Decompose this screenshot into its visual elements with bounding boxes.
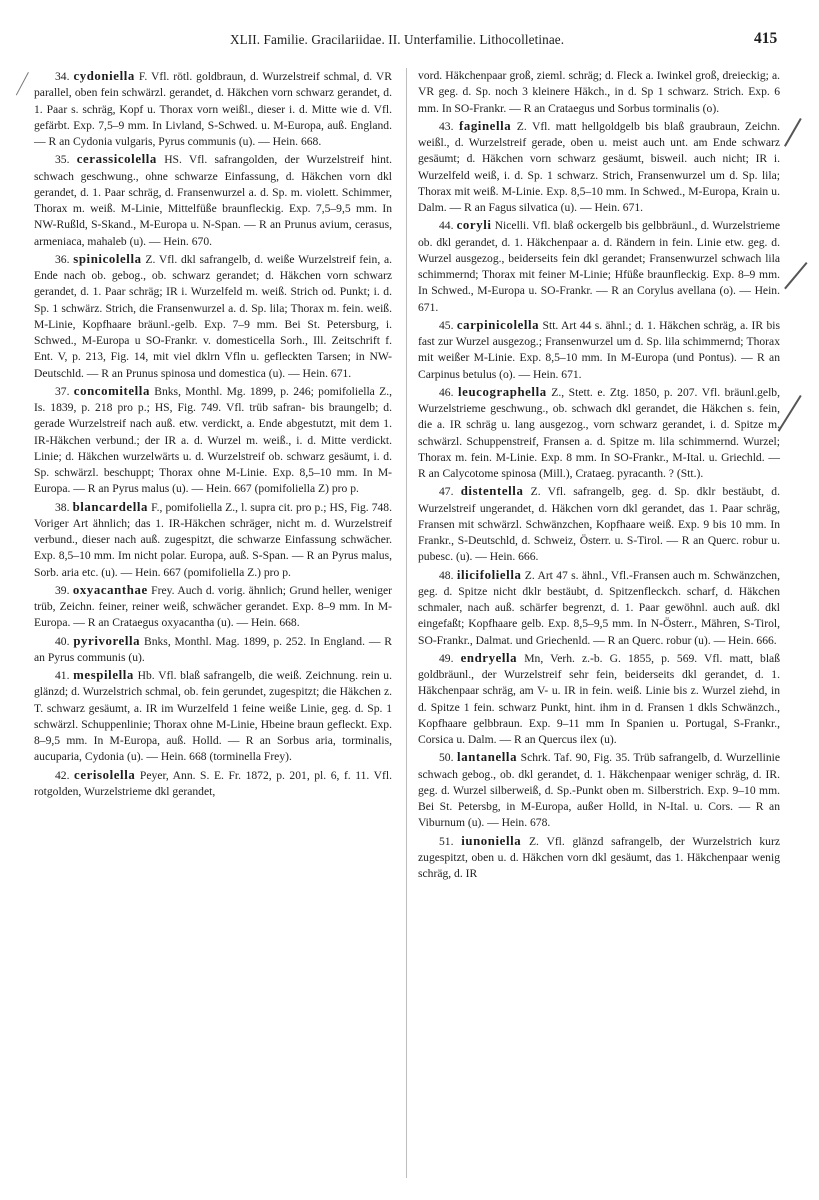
entry-text: Hb. Vfl. blaß safrangelb, die weiß. Zeichnung. rein u. glänzd; d. Wurzelstrich schmal, ob. fein gerundet, zugespitzt; die Häkchen z. T. schwarz gesäumt, a. IR im Wurzelfeld 1 feine weiße Linie, geg. d. Sp. 1 schwärzl. Schuppenlinie; Thorax ohne M-Linie, Hbeine braun gefleckt. Exp. 8–9,5 mm. In M-Europa, auß. Holld. — R an Sorbus aria, torminalis, aucuparia, Cydonia (u). — Hein. 668 (torminella Frey). bbox=[34, 669, 393, 764]
page-number: 415 bbox=[754, 30, 778, 47]
species-entry bbox=[418, 650, 780, 749]
entry-text: Z. Vfl. dkl safrangelb, d. weiße Wurzelstreif fein, a. Ende nach ob. gebog., ob. schwarz gerandet; d. Häkchen vorn schwarz gerandet, d. 1. Paar schräg; IR i. Wurzelfeld m. weiß. Strich od. Punkt; i. d. Sp. 1 schwärz. Strich, die Fransenwurzel a. d. Sp. lila; Thorax m. fein. weiß. M-Linie, Kopfhaare bräunl.-gelb. Exp. 7–9 mm. Bei St. Petersburg, i. Schwed., M-Europa u SO-Frankr. v. domesticella Sorh., Ill. Zeitschrift f. Ent. V, p. 213, Fig. 14, mit viel dklrn Vfln u. gefleckten Tarsen; in NW-Deutschld. — R an Prunus spinosa und domestica (u). — Hein. 671. bbox=[34, 252, 392, 380]
species-entry bbox=[418, 317, 780, 383]
entry-text: HS. Vfl. safrangolden, der Wurzelstreif hint. schwach geschwung., ohne schwarze Einfassung, d. Häkchen vorn dkl gerandet, d. 1. Paar schräg, d. Fransenwurzel a. d. Sp. m. violett. Schimmer, Thorax m. weiß. M-Linie, Mittelfüße braunfleckig. Exp. 7,5–9,5 mm. In NW-Rußld, S-Skand., M-Europa u. N-Span. — R an Prunus avium, cerasus, armeniaca, mahaleb (u). — Hein. 670. bbox=[34, 153, 393, 248]
entry-text: F., pomifoliella Z., l. supra cit. pro p.; HS, Fig. 748. Voriger Art ähnlich; das 1. IR-Häkchen schräger, nicht m. d. Wurzelstreif verbund., dieser nach auß. zugespitzt, die schwarze Einfassung schwächer. Exp. 8,5–10 mm. Im nicht polar. Europa, auß. S-Span. — R an Pyrus malus, Sorb. aria etc. (u). — Hein. 667 (pomifoliella Z.) pro p. bbox=[34, 500, 392, 579]
species-name: lantanella bbox=[457, 750, 518, 765]
right-column bbox=[418, 68, 780, 883]
entry-number: 45. bbox=[439, 318, 454, 332]
species-name: ilicifoliella bbox=[456, 567, 522, 582]
species-name: mespilella bbox=[73, 668, 134, 682]
species-entry bbox=[418, 749, 780, 831]
entry-number: 51. bbox=[439, 834, 454, 848]
species-entry bbox=[418, 483, 780, 565]
species-entry bbox=[418, 118, 780, 217]
entry-text: F. Vfl. rötl. goldbraun, d. Wurzelstreif schmal, d. VR parallel, oben fein schwärzl. gerandet, d. Häkchen vorn schwarz gerandet, d. 1. Paar s. schräg, Kopf u. Thorax vorn weißl., dieser i. d. Mitte wie d. Vfl. gefärbt. Exp. 7,5–9 mm. In Livland, S-Schwed. u. M-Europa, auß. England. — R an Cydonia vulgaris, Pyrus communis (u). — Hein. 668. bbox=[34, 70, 392, 148]
species-entry bbox=[34, 251, 392, 382]
entry-text: Z. Vfl. safrangelb, geg. d. Sp. dklr bestäubt, d. Wurzelstreif ungerandet, d. Häkchen vorn dkl gerandet, das 1. Paar schräg, Fransen mit schwärzl. Schwänzchen, Kopfhaare weiß. Exp. 9 bis 10 mm. In Frankr., S-Deutschld, d. Schweiz, Österr. u. S-Tirol. — R an Querc. robur u. pubesc. (u). — Hein. 666. bbox=[418, 485, 780, 564]
entry-number: 34. bbox=[55, 70, 70, 83]
entry-text: Z. Vfl. matt hellgoldgelb bis blaß graubraun, Zeichn. weißl., d. Wurzelstreif gerade, oben u. meist auch unt. am Ende schwarz gesäumt; d. Häkchen vorn schwarz gesäumt, bisweil. auch nicht; IR i. Wurzelfeld weiß, i. d. Sp. 1 schwarz. Strich, Fransenwurzel um d. Sp. lila; Thorax mit weiß. M-Linie. Exp. 8,5–10 mm. In Schwed., M-Europa, Krain u. Dalm. — R an Fagus silvatica (u). — Hein. 671. bbox=[418, 119, 781, 214]
entry-number: 50. bbox=[439, 751, 454, 765]
species-entry bbox=[34, 151, 392, 250]
entry-text: Stt. Art 44 s. ähnl.; d. 1. Häkchen schräg, a. IR bis fast zur Wurzel ausgezog.; Fransenwurzel um d. Sp. lila schimmernd; Thorax mit weißer M-Linie. Exp. 8,5–10 mm. In M-Europa (und Pontus). — R an Carpinus betulus (o). — Hein. 671. bbox=[418, 318, 780, 381]
entry-text: Peyer, Ann. S. E. Fr. 1872, p. 201, pl. 6, f. 11. Vfl. rotgolden, Wurzelstrieme dkl gerandet, bbox=[34, 768, 392, 798]
species-name: leucographella bbox=[458, 384, 547, 399]
species-entry bbox=[418, 567, 780, 649]
pencil-mark bbox=[778, 395, 802, 432]
species-entry bbox=[418, 384, 780, 483]
entry-number: 49. bbox=[439, 651, 454, 665]
left-column bbox=[34, 68, 392, 801]
entry-number: 40. bbox=[55, 634, 70, 648]
entry-text: Nicelli. Vfl. blaß ockergelb bis gelbbräunl., d. Wurzelstrieme ob. dkl gerandet, d. 1. Häkchenpaar a. d. Rändern in fein. Linie etw. geg. d. Wurzel ausgezog., beiderseits fein dkl gerandet; Fransenwurzel schwach lila schimmernd; Thorax mit feiner M-Linie; Hfüße braunfleckig. Exp. 8–9 mm. In Schwed., M-Europa u. SO-Frankr. — R an Corylus avellana (o). — Hein. 671. bbox=[418, 219, 780, 314]
species-entry bbox=[34, 633, 392, 667]
entry-text: Schrk. Taf. 90, Fig. 35. Trüb safrangelb, d. Wurzellinie schwach gebog., ob. dkl gerandet, d. 1. Häkchenpaar weniger schräg, d. IR. geg. d. Wurzel silberweiß, d. Sp.-Punkt oben m. Silberstrich. Exp. 9–10 mm. Bei St. Petersbg, in M-Europa, außer Holld, in N-Ital. u. Cors. — R an Viburnum (u). — Hein. 678. bbox=[418, 751, 781, 830]
page-header bbox=[0, 26, 819, 50]
species-entry bbox=[34, 68, 392, 150]
entry-number: 44. bbox=[439, 219, 454, 233]
species-name: oxyacanthae bbox=[72, 582, 148, 597]
species-entry bbox=[418, 68, 780, 117]
species-name: pyrivorella bbox=[73, 633, 141, 648]
species-name: spinicolella bbox=[73, 251, 142, 266]
species-name: cerassicolella bbox=[76, 152, 157, 167]
species-name: coryli bbox=[456, 218, 492, 233]
species-name: faginella bbox=[458, 118, 512, 133]
entry-number: 42. bbox=[55, 768, 70, 782]
entry-text: Bnks, Monthl. Mg. 1899, p. 246; pomifoliella Z., Is. 1839, p. 218 pro p.; HS, Fig. 749. Vfl. trüb safran- bis braungelb; d. gerade Wurzelstreif nach auß. etw. verdickt, a. Ende abgestutzt, mit dem 1. IR-Häkchen verbund.; der IR a. d. Wurzel m. weiß., i. d. Mitte verdickt. Linie; d. Häkchen wurzelwärts u. d. Wurzelstreif ob. schwarz gesäumt, i. d. Sp. schwärzl. beschuppt; Thorax ohne M-Linie. Exp. 8,5–10 mm. In M-Europa. — R an Pyrus malus (u). — Hein. 667 (pomifoliella Z) pro p. bbox=[34, 384, 392, 496]
species-entry bbox=[34, 499, 392, 581]
entry-number: 43. bbox=[439, 119, 454, 133]
pencil-mark bbox=[784, 262, 807, 289]
species-entry bbox=[34, 767, 392, 801]
species-name: carpinicolella bbox=[456, 317, 540, 332]
species-entry bbox=[34, 383, 392, 498]
species-entry bbox=[418, 833, 780, 883]
species-name: concomitella bbox=[73, 383, 150, 398]
entry-text: Mn, Verh. z.-b. G. 1855, p. 569. Vfl. matt, blaß goldbräunl., der Wurzelstreif sehr fein, beiderseits dkl gerandet, d. 1. Häkchenpaar schräg, am V- u. IR in fein. weiß. Linie bis z. Wurzel ziehd, in d. Spitze 1 fein. schwarz Punkt, hint. ihm in d. Fransen 1 dkls Schwänzch., Kopfhaare gelbbraun. Exp. 9–11 mm In Spanien u. Portugal, S-Frankr., Corsica u. Dalm. — R an Quercus ilex (u). bbox=[418, 651, 780, 746]
species-entry bbox=[34, 667, 392, 766]
entry-text: Z. Art 47 s. ähnl., Vfl.-Fransen auch m. Schwänzchen, geg. d. Spitze nicht dklr bestäubt, d. Spitzenfleckch. scharf, d. Häkchen schmaler, nach auß. schärfer begrenzt, d. 1. Paar gewöhnl. auch auß. dkl eingefaßt; Kopfhaare gelb. Exp. 8,5–9,5 mm. In N-Österr., Mähren, S-Tirol, SO-Frankr., Dalmat. und Griechenld. — R an Querc. robur (u). — Hein. 666. bbox=[418, 568, 780, 647]
species-name: distentella bbox=[460, 484, 524, 499]
entry-text: vord. Häkchenpaar groß, zieml. schräg; d. Fleck a. Iwinkel groß, dreieckig; a. VR geg. d. Sp. noch 3 kleinere Häkch., in d. Sp 1 schwarz. Strich. Exp. 6 mm. In SO-Frankr. — R an Crataegus und Sorbus torminalis (o). bbox=[418, 69, 780, 115]
species-name: endryella bbox=[460, 650, 518, 665]
entry-number: 35. bbox=[55, 153, 70, 167]
species-name: cydoniella bbox=[73, 69, 135, 83]
entry-number: 47. bbox=[439, 485, 454, 499]
entry-number: 36. bbox=[55, 252, 70, 266]
entry-number: 41. bbox=[55, 669, 70, 682]
entry-number: 39. bbox=[55, 583, 70, 597]
entry-number: 37. bbox=[55, 384, 70, 398]
running-title: XLII. Familie. Gracilariidae. II. Unterfamilie. Lithocolletinae. bbox=[230, 32, 565, 47]
species-name: blancardella bbox=[72, 499, 149, 514]
column-divider bbox=[406, 68, 407, 1178]
species-name: cerisolella bbox=[74, 767, 136, 782]
entry-text: Bnks, Monthl. Mag. 1899, p. 252. In England. — R an Pyrus communis (u). bbox=[34, 634, 392, 664]
species-entry bbox=[418, 217, 780, 316]
pencil-mark bbox=[784, 118, 802, 147]
entry-text: Frey. Auch d. vorig. ähnlich; Grund heller, weniger trüb, Zeichn. feiner, reiner weiß, schwächer gerandet. Exp. 8–9 mm. In M-Europa. — R an Crataegus oxyacantha (u). — Hein. 668. bbox=[34, 583, 392, 630]
entry-text: Z., Stett. e. Ztg. 1850, p. 207. Vfl. bräunl.gelb, Wurzelstrieme geschwung., ob. schwach dkl gerandet, die Häkchen s. fein, die a. IR schräg u. lang ausgezog., vorn schwarz gerandet, i. d. Spitze m. schwärzl. Schuppenstreif, Fransen a. d. Spitze m. lila schimmernd. Wurzel; Thorax m. fein. M-Linie. Exp. 8 mm. In SO-Frankr., M-Ital. u. Griechld. — R an Calycotome spinosa (Mill.), Crataeg. pyracanth. ? (Stt.). bbox=[418, 385, 780, 480]
entry-number: 38. bbox=[55, 500, 70, 514]
entry-number: 46. bbox=[439, 385, 454, 399]
species-entry bbox=[34, 582, 392, 632]
species-name: iunoniella bbox=[461, 833, 522, 848]
entry-text: Z. Vfl. glänzd safrangelb, der Wurzelstrich kurz zugespitzt, oben u. d. Häkchen vorn dkl gesäumt, das 1. Häkchenpaar wenig schräg, d. IR bbox=[418, 834, 780, 880]
pencil-mark bbox=[16, 72, 29, 95]
entry-number: 48. bbox=[439, 568, 454, 582]
